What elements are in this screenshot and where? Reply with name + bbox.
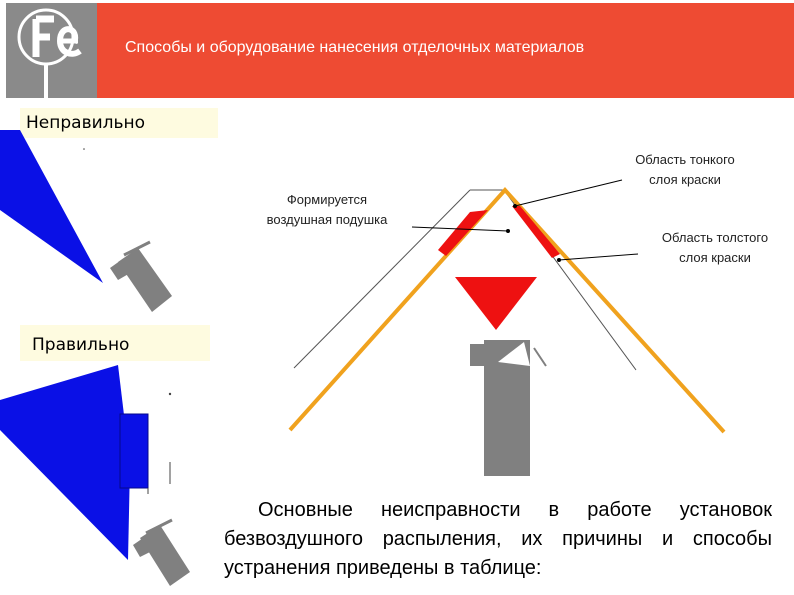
paragraph-text: Основные неисправности в работе установок безвоздушного распыления, их причины и способы устранения приведены в таблице:: [224, 499, 772, 579]
label-wrong: Неправильно: [20, 108, 218, 138]
mark-dot: [83, 148, 85, 150]
spray-cone-right: [0, 365, 130, 560]
spray-gun-right-icon: [133, 520, 190, 586]
leader-dot: [506, 229, 510, 233]
spray-gun-icon: [470, 340, 546, 476]
surface-panel: [120, 414, 148, 488]
spray-gun-wrong-icon: [110, 242, 172, 312]
spray-cone-icon: [455, 277, 537, 330]
leader-dot: [513, 204, 517, 208]
page-title: Способы и оборудование нанесения отделочных материалов: [125, 39, 585, 56]
leader-thick: [559, 254, 638, 260]
description-paragraph: [224, 496, 772, 583]
paint-air-cushion: [438, 210, 488, 256]
leader-dot: [557, 258, 561, 262]
spray-cone-wrong: [0, 130, 103, 283]
callout-thick-layer: Область толстого слоя краски: [661, 230, 769, 265]
label-right: Правильно: [20, 325, 210, 361]
callout-air-cushion: Формируется воздушная подушка: [266, 192, 388, 227]
mark-dot: [169, 393, 171, 395]
callout-thin-layer: Область тонкого слоя краски: [635, 152, 735, 187]
paint-thick-layer: [512, 206, 560, 258]
